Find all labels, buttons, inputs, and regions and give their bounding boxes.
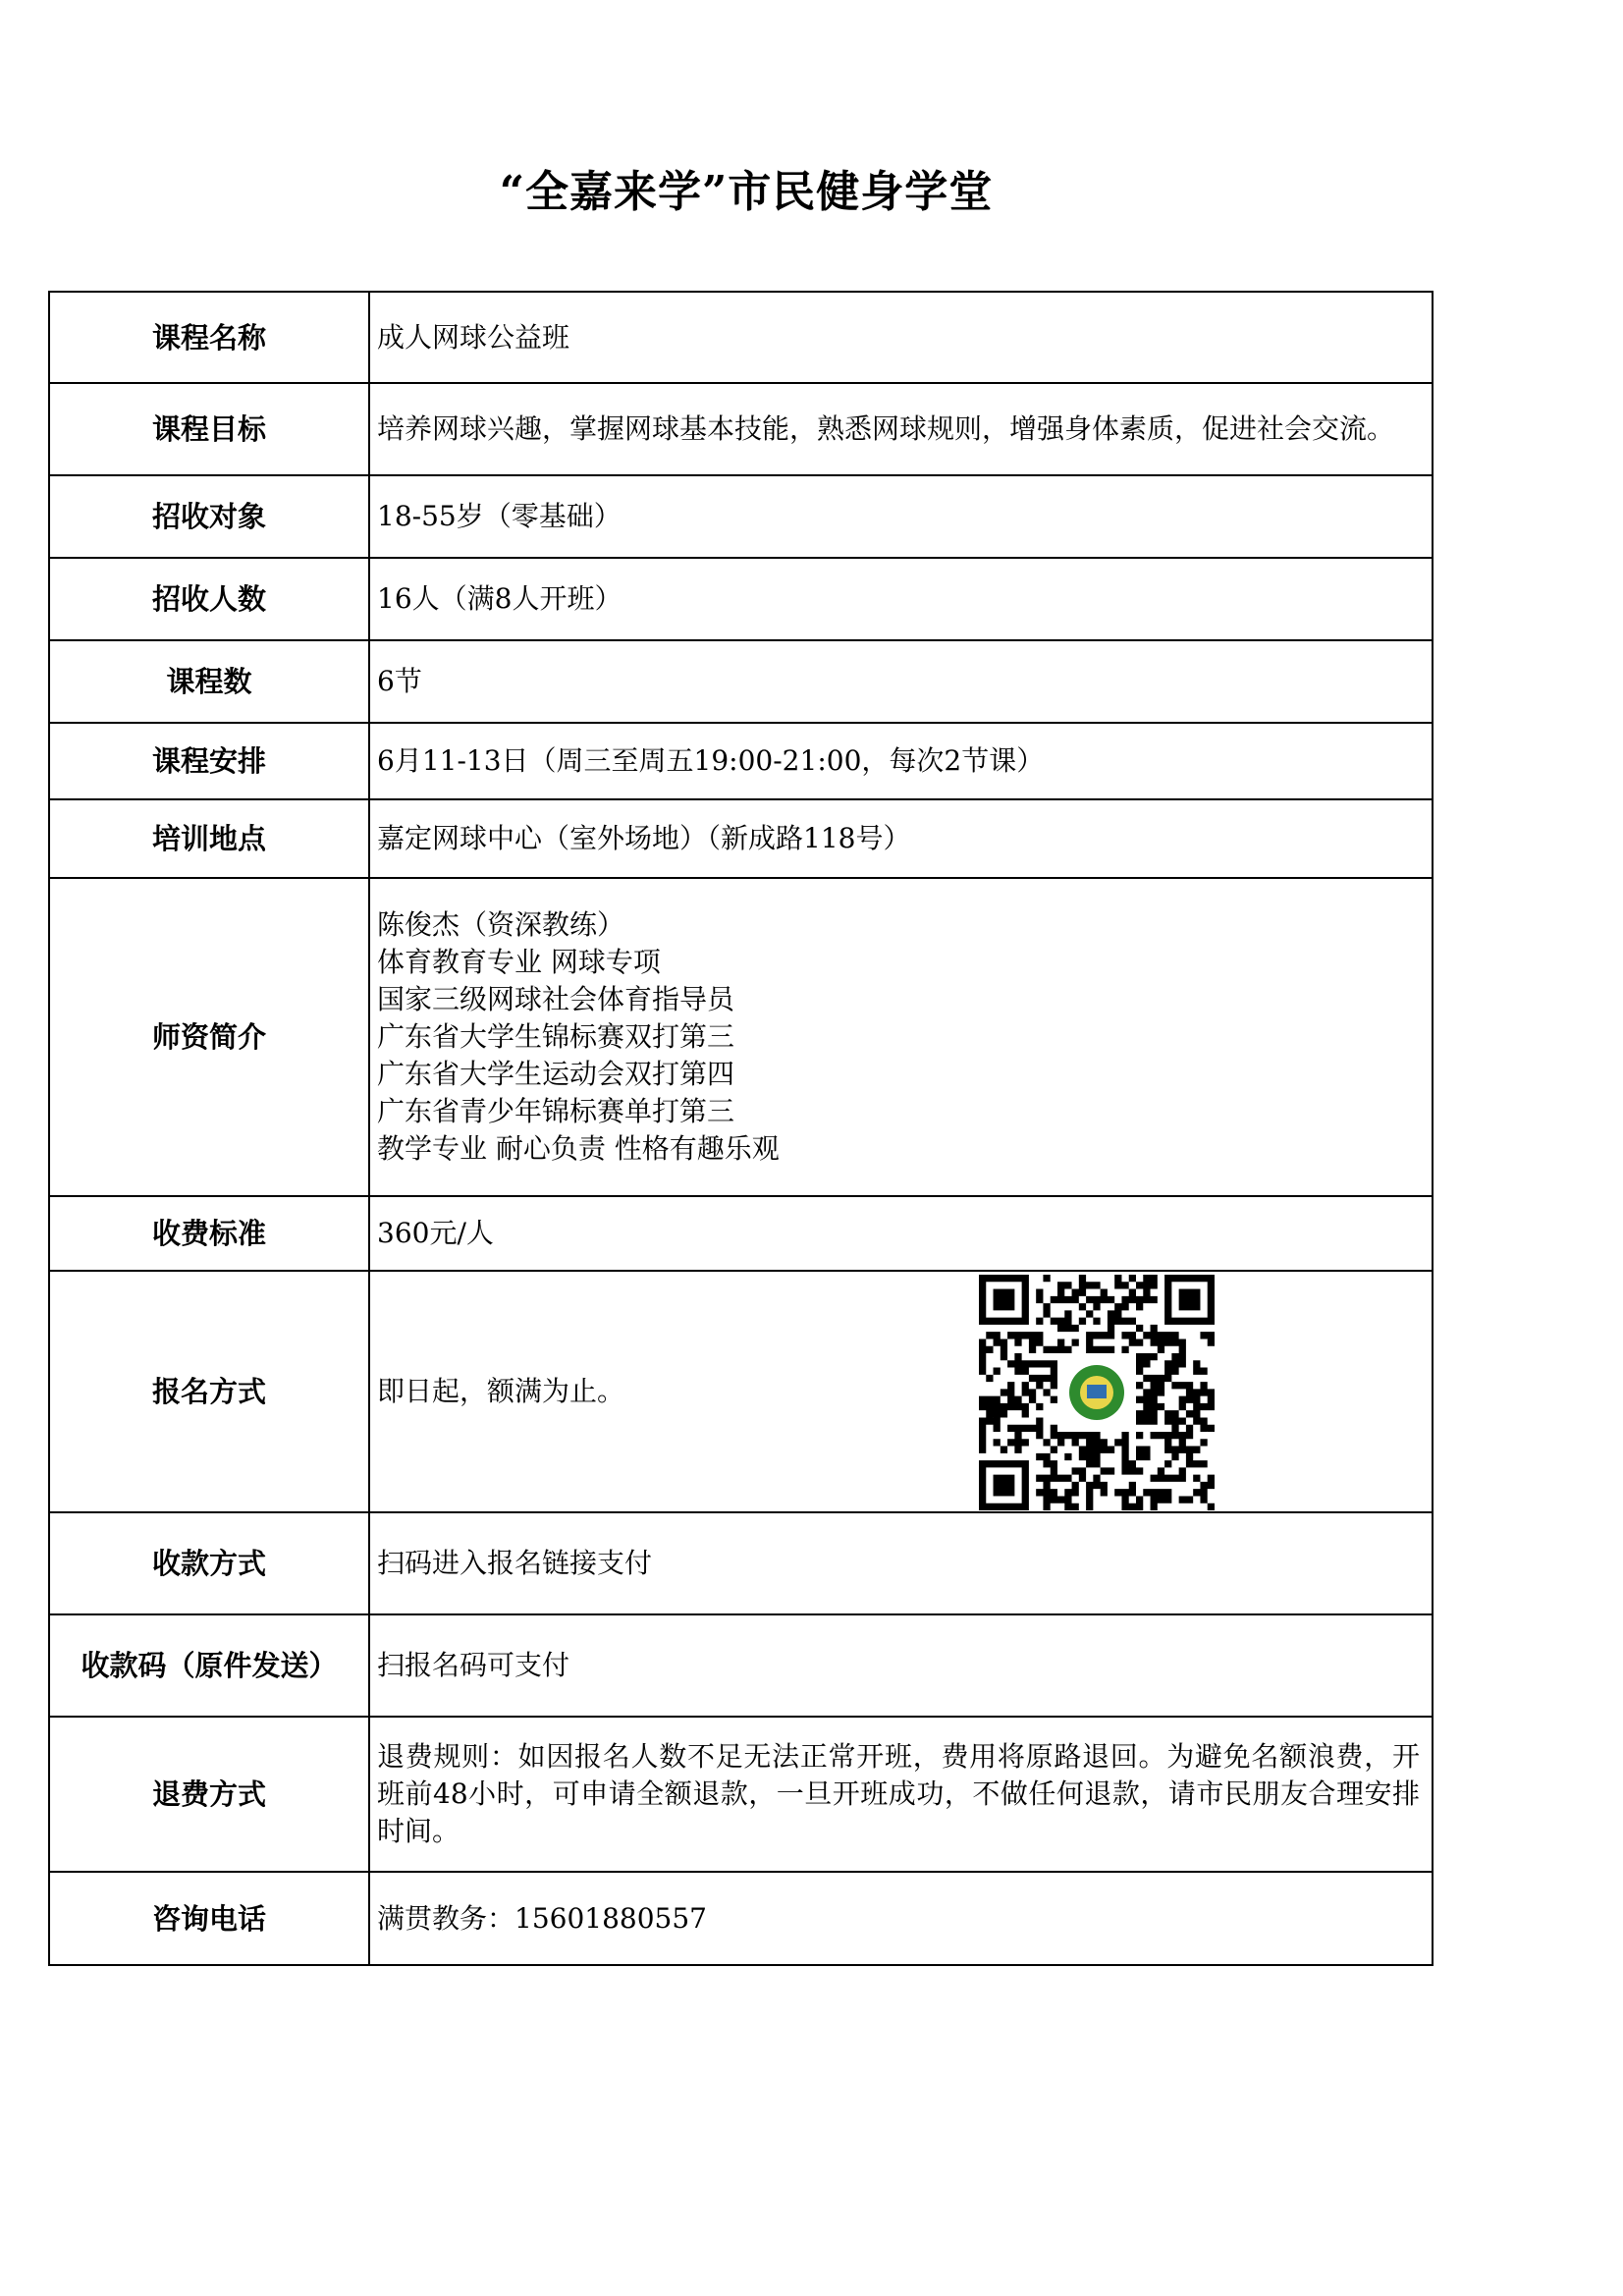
instructor-line: 广东省大学生锦标赛双打第三 [377, 1020, 735, 1053]
table-row [49, 558, 1433, 640]
instructor-line: 陈俊杰（资深教练） [377, 908, 625, 941]
value-enrollment-count: 16人（满8人开班） [369, 558, 1433, 640]
table-row [49, 1717, 1433, 1872]
signup-qr-code[interactable] [979, 1275, 1215, 1510]
label-location: 培训地点 [49, 799, 369, 878]
label-target-audience: 招收对象 [49, 475, 369, 558]
label-contact-phone: 咨询电话 [49, 1872, 369, 1965]
table-row [49, 1271, 1433, 1512]
table-row [49, 799, 1433, 878]
table-row [49, 383, 1433, 475]
value-refund-policy: 退费规则：如因报名人数不足无法正常开班，费用将原路退回。为避免名额浪费，开班前48小时，可申请全额退款，一旦开班成功，不做任何退款，请市民朋友合理安排时间。 [369, 1717, 1433, 1872]
value-fee: 360元/人 [369, 1196, 1433, 1271]
table-row [49, 1196, 1433, 1271]
label-course-goal: 课程目标 [49, 383, 369, 475]
instructor-line: 国家三级网球社会体育指导员 [377, 983, 735, 1015]
label-payment-code: 收款码（原件发送） [49, 1614, 369, 1717]
label-payment-method: 收款方式 [49, 1512, 369, 1614]
label-course-name: 课程名称 [49, 292, 369, 383]
value-contact-phone: 满贯教务：15601880557 [369, 1872, 1433, 1965]
label-refund-policy: 退费方式 [49, 1717, 369, 1872]
value-location: 嘉定网球中心（室外场地）（新成路118号） [369, 799, 1433, 878]
signup-text: 即日起，额满为止。 [377, 1375, 625, 1407]
label-lesson-count: 课程数 [49, 640, 369, 723]
table-row [49, 1512, 1433, 1614]
course-info-table [48, 291, 1434, 1966]
value-course-goal: 培养网球兴趣，掌握网球基本技能，熟悉网球规则，增强身体素质，促进社会交流。 [369, 383, 1433, 475]
label-instructor: 师资简介 [49, 878, 369, 1196]
value-lesson-count: 6节 [369, 640, 1433, 723]
value-target-audience: 18-55岁（零基础） [369, 475, 1433, 558]
label-schedule: 课程安排 [49, 723, 369, 799]
table-row [49, 1872, 1433, 1965]
label-signup-method: 报名方式 [49, 1271, 369, 1512]
value-payment-code: 扫报名码可支付 [369, 1614, 1433, 1717]
label-enrollment-count: 招收人数 [49, 558, 369, 640]
table-row [49, 475, 1433, 558]
value-schedule: 6月11-13日（周三至周五19:00-21:00，每次2节课） [369, 723, 1433, 799]
value-signup-method [369, 1271, 1433, 1512]
value-course-name: 成人网球公益班 [369, 292, 1433, 383]
page-title: “全嘉来学”市民健身学堂 [499, 167, 994, 217]
value-payment-method: 扫码进入报名链接支付 [369, 1512, 1433, 1614]
table-row [49, 723, 1433, 799]
label-fee: 收费标准 [49, 1196, 369, 1271]
instructor-line: 广东省青少年锦标赛单打第三 [377, 1095, 735, 1127]
table-row [49, 1614, 1433, 1717]
instructor-line: 广东省大学生运动会双打第四 [377, 1058, 735, 1090]
table-row [49, 640, 1433, 723]
table-row [49, 878, 1433, 1196]
table-row [49, 292, 1433, 383]
instructor-line: 教学专业 耐心负责 性格有趣乐观 [377, 1132, 780, 1165]
qr-code-icon [979, 1275, 1215, 1510]
instructor-line: 体育教育专业 网球专项 [377, 946, 661, 978]
value-instructor [369, 878, 1433, 1196]
